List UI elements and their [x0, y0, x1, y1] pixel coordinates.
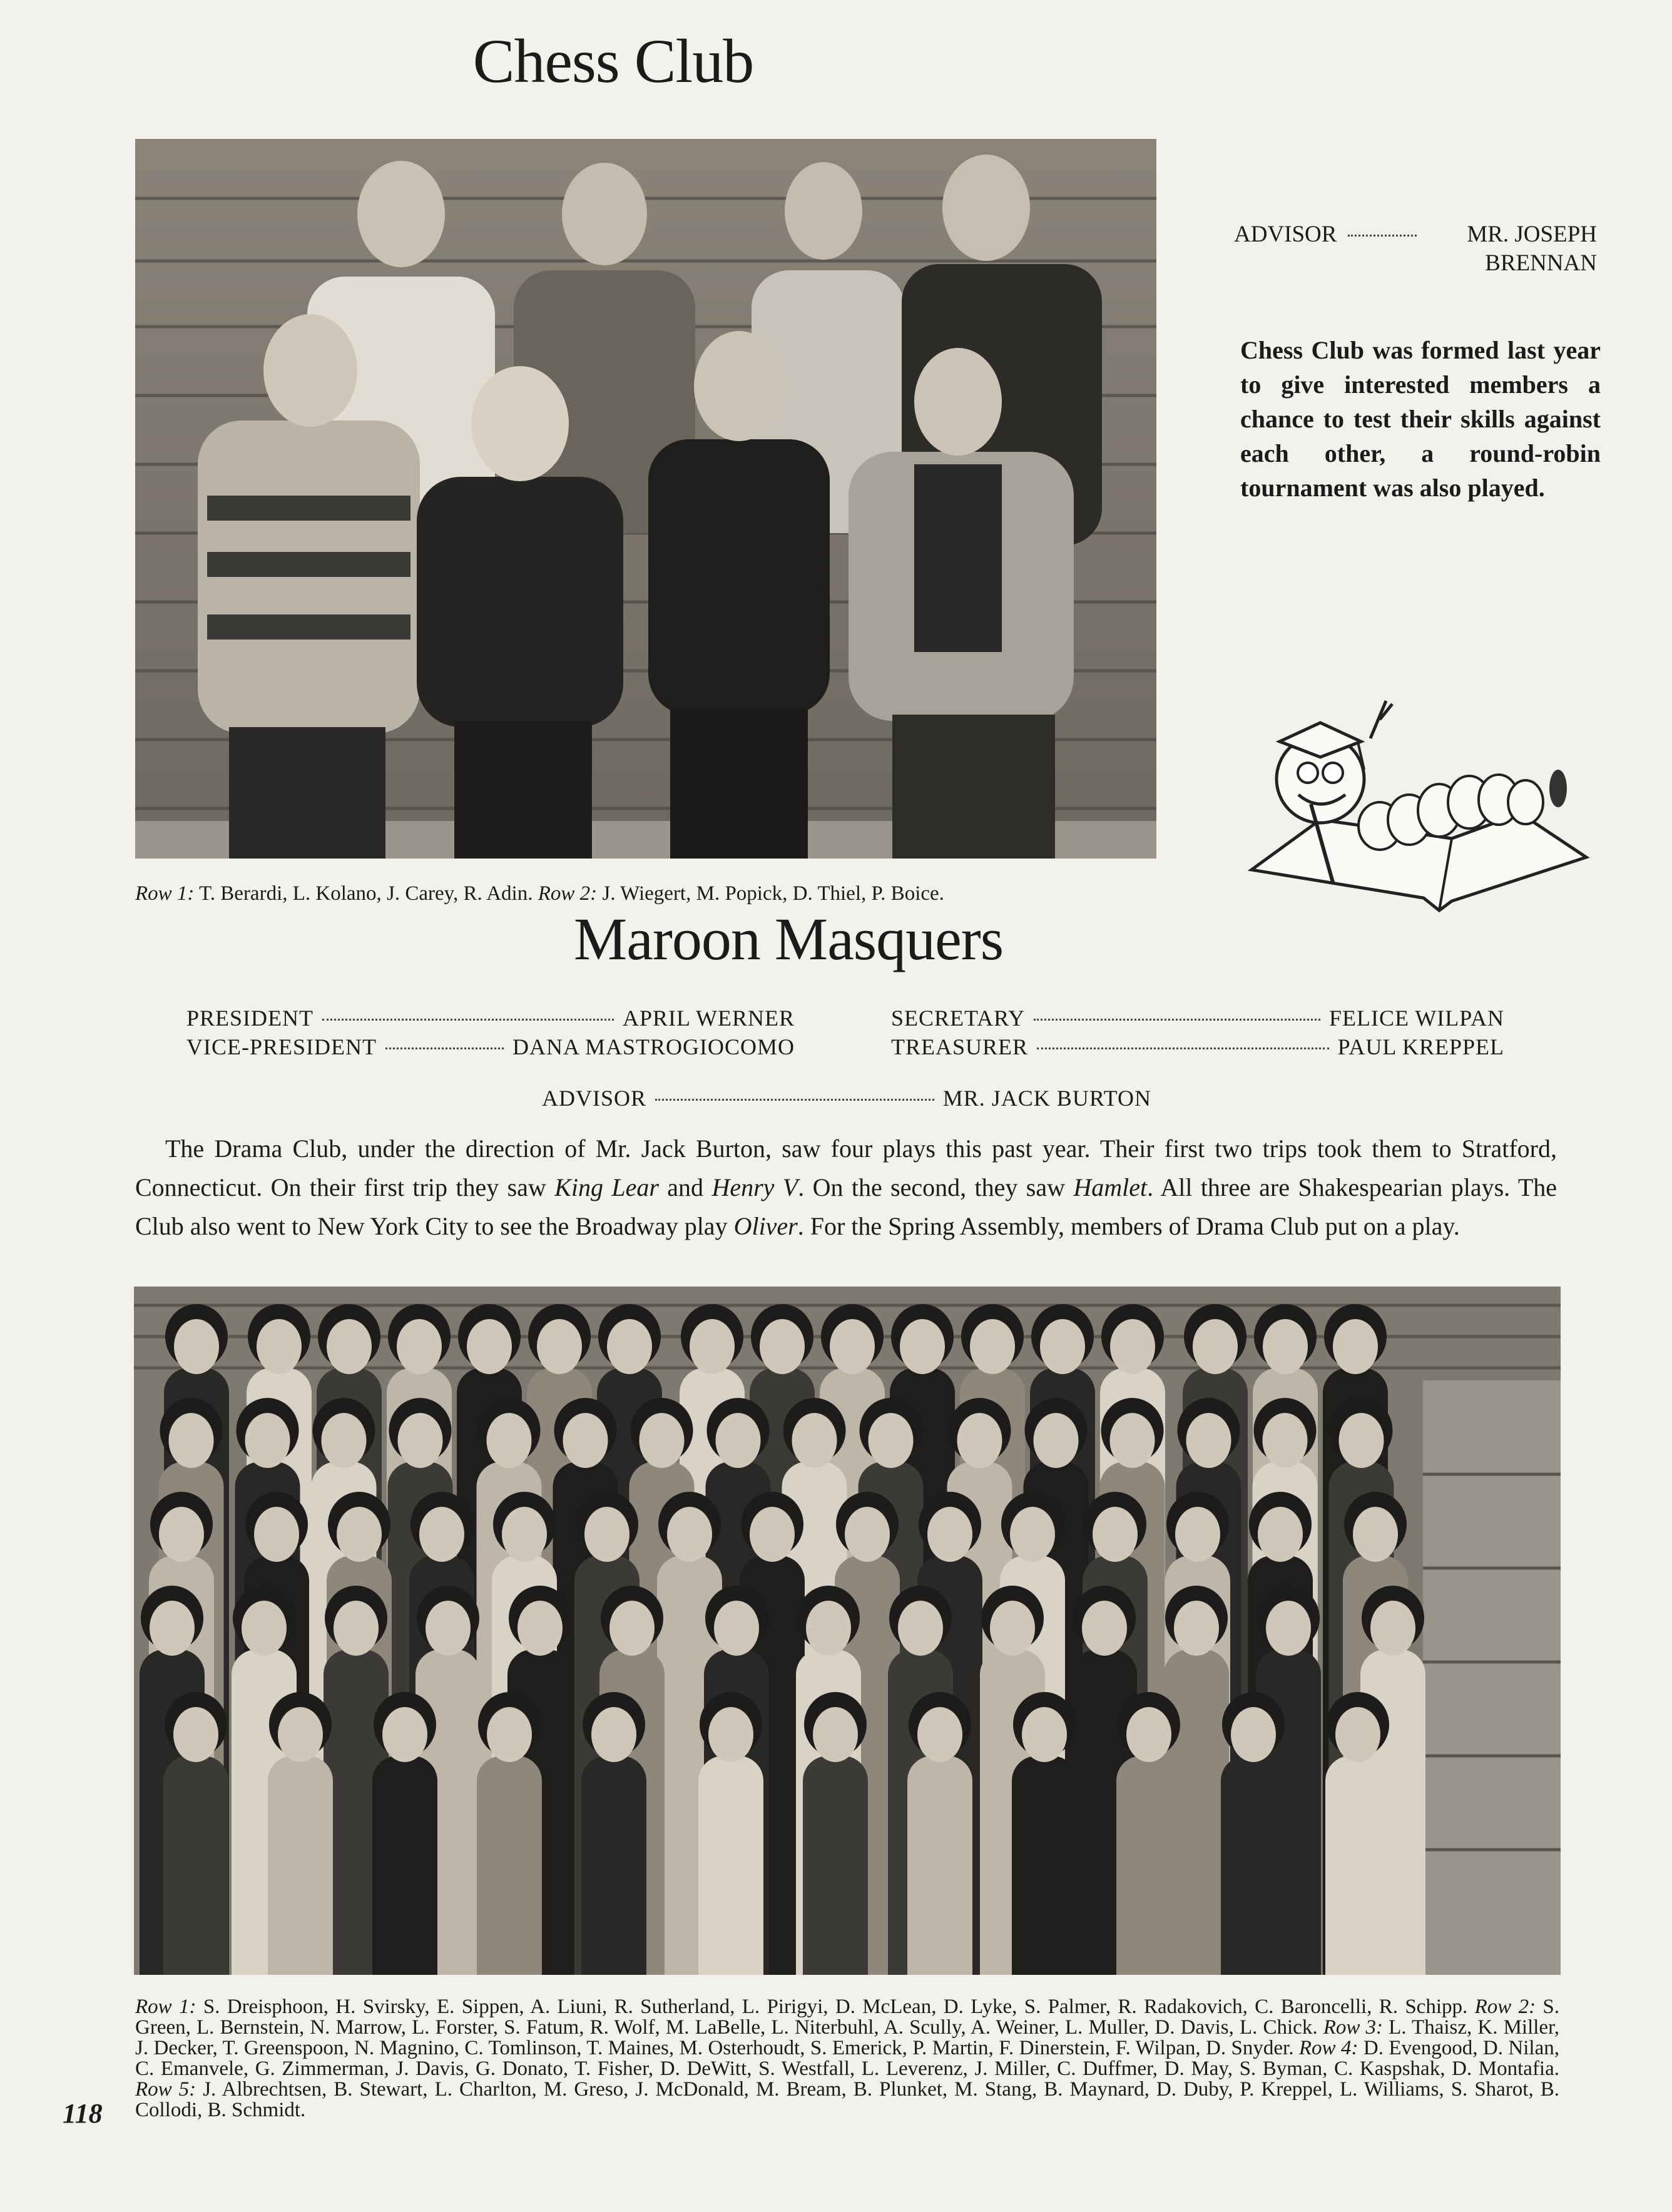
treasurer-row — [891, 1034, 1504, 1060]
maroon-masquers-title: Maroon Masquers — [573, 905, 1004, 972]
chess-advisor-label: ADVISOR — [1234, 222, 1337, 247]
masquers-advisor-name: MR. JACK BURTON — [942, 1086, 1151, 1111]
description-text-2: . On the second, they saw — [798, 1173, 1074, 1201]
president-leader-dots — [322, 1019, 614, 1021]
president-row — [186, 1005, 795, 1031]
masquers-advisor-leader-dots — [655, 1099, 934, 1101]
vice-president-name: DANA MASTROGIOCOMO — [512, 1034, 795, 1059]
play-hamlet: Hamlet — [1073, 1173, 1148, 1201]
maroon-masquers-description — [135, 1129, 1557, 1246]
bookworm-mascot-illustration — [1245, 695, 1596, 914]
description-text-4: . For the Spring Assembly, members of Drama Club put on a play. — [797, 1212, 1460, 1240]
chess-club-advisor — [1234, 220, 1597, 278]
masquers-caption-row2-label: Row 2: — [1474, 1995, 1536, 2018]
masquers-caption-row3-names: L. Thaisz, K. Miller, J. Decker, T. Greenspoon, N. Magnino, C. Tomlinson, T. Maines, M. Osterhoudt, S. Emerick, P. Martin, F. Dinerstein, F. Wilpan, D. Snyder. — [135, 2016, 1559, 2059]
secretary-name: FELICE WILPAN — [1328, 1006, 1504, 1031]
chess-caption-row1-label: Row 1: — [135, 882, 195, 905]
masquers-advisor-row — [542, 1085, 1151, 1111]
vice-president-leader-dots — [385, 1047, 504, 1049]
play-oliver: Oliver — [733, 1212, 798, 1240]
description-text-1: The Drama Club, under the direction of Mr. Jack Burton, saw four plays this past year. Their first two trips took them to Stratford, Connecticut. On their first trip they saw — [135, 1134, 1557, 1201]
treasurer-name: PAUL KREPPEL — [1337, 1034, 1504, 1059]
masquers-caption-row1-label: Row 1: — [135, 1995, 196, 2018]
play-henry-v: Henry V — [711, 1173, 798, 1201]
treasurer-leader-dots — [1037, 1047, 1329, 1049]
secretary-row — [891, 1005, 1504, 1031]
masquers-caption-row4-label: Row 4: — [1298, 2037, 1358, 2059]
vice-president-row — [186, 1034, 795, 1060]
vice-president-label: VICE-PRESIDENT — [186, 1034, 377, 1059]
masquers-caption-row1-names: S. Dreisphoon, H. Svirsky, E. Sippen, A. Liuni, R. Sutherland, L. Pirigyi, D. McLean, D. Lyke, S. Palmer, R. Radakovich, C. Baroncelli, R. Schipp. — [203, 1995, 1468, 2018]
secretary-leader-dots — [1034, 1019, 1320, 1021]
chess-advisor-name-line2: BRENNAN — [1485, 250, 1597, 276]
masquers-caption-row5-names: J. Albrechtsen, B. Stewart, L. Charlton, M. Greso, J. McDonald, M. Bream, B. Plunket, M. Stang, B. Maynard, D. Duby, P. Kreppel, L. Williams, S. Sharot, B. Collodi, B. Schmidt. — [135, 2078, 1560, 2121]
maroon-masquers-caption — [135, 1997, 1559, 2121]
masquers-caption-row5-label: Row 5: — [135, 2078, 196, 2101]
masquers-advisor-label: ADVISOR — [542, 1086, 647, 1111]
chess-club-description: Chess Club was formed last year to give interested members a chance to test their skills against each other, a round-robin tournament was also played. — [1240, 336, 1601, 502]
masquers-caption-row3-label: Row 3: — [1323, 2016, 1383, 2039]
chess-club-caption — [135, 882, 1155, 905]
chess-caption-row2-label: Row 2: — [538, 882, 598, 905]
masquers-caption-row2-names: S. Green, L. Bernstein, N. Marrow, L. Forster, S. Fatum, R. Wolf, M. LaBelle, L. Niterbuhl, A. Scully, A. Weiner, L. Muller, D. Davis, L. Chick. — [135, 1995, 1559, 2039]
chess-club-group-photo — [135, 139, 1156, 859]
president-name: APRIL WERNER — [622, 1006, 795, 1031]
chess-club-title: Chess Club — [472, 26, 754, 96]
description-and: and — [658, 1173, 712, 1201]
chess-caption-row2-names: J. Wiegert, M. Popick, D. Thiel, P. Boice. — [602, 882, 944, 905]
maroon-masquers-photo-illustration — [134, 1287, 1561, 1975]
chess-advisor-leader-dots — [1348, 235, 1417, 237]
treasurer-label: TREASURER — [891, 1034, 1029, 1059]
play-king-lear: King Lear — [554, 1173, 659, 1201]
maroon-masquers-group-photo — [134, 1287, 1561, 1975]
president-label: PRESIDENT — [186, 1006, 314, 1031]
masquers-caption-row4-names: D. Evengood, D. Nilan, C. Emanvele, G. Zimmerman, J. Davis, G. Donato, T. Fisher, D. DeWitt, S. Westfall, L. Leverenz, J. Miller, C. Duffmer, D. May, S. Byman, C. Kaspshak, D. Montafia. — [135, 2037, 1559, 2080]
chess-advisor-name-line1: MR. JOSEPH — [1467, 222, 1597, 247]
page-number: 118 — [63, 2098, 103, 2129]
chess-club-photo-illustration — [135, 139, 1156, 859]
description-text-3: . All three are Shakespearian plays. The Club also went to New York City to see the Broadway play — [135, 1173, 1557, 1240]
chess-caption-row1-names: T. Berardi, L. Kolano, J. Carey, R. Adin. — [199, 882, 533, 905]
secretary-label: SECRETARY — [891, 1006, 1026, 1031]
